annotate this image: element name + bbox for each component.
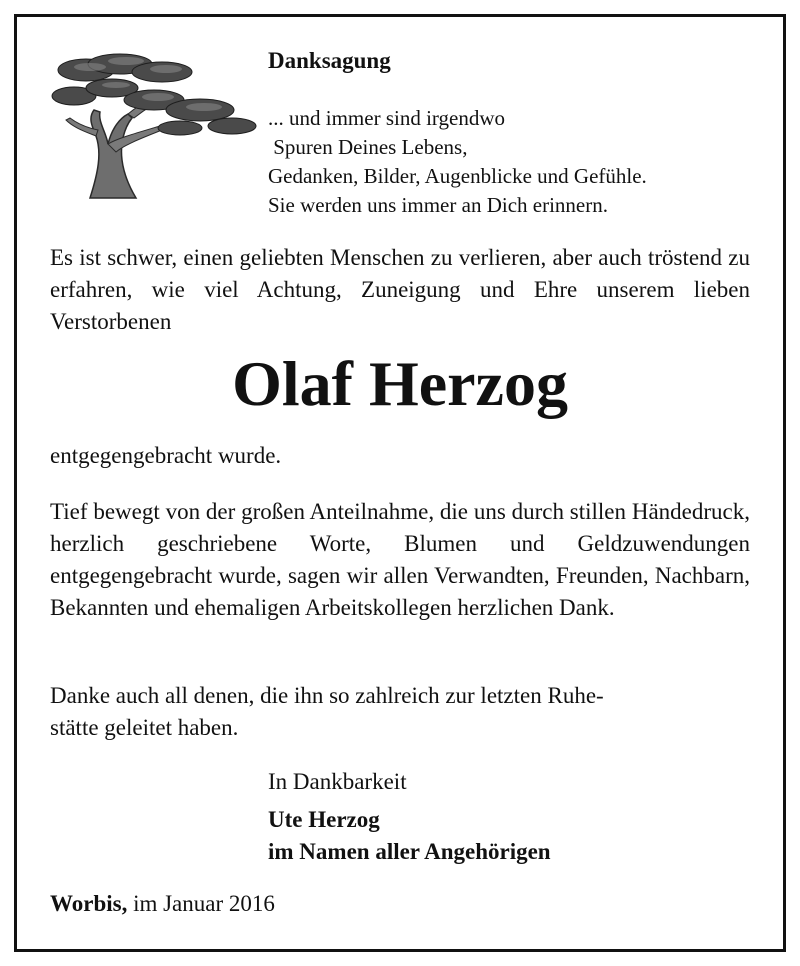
date-text: im Januar 2016 [127,891,275,916]
tree-icon [50,48,260,203]
on-behalf-text: im Namen aller Angehörigen [268,839,551,864]
deceased-name: Olaf Herzog [232,348,568,419]
funeral-line: stätte geleitet haben. [50,715,239,740]
poem-line: Spuren Deines Lebens, [268,135,468,159]
funeral-line: Danke auch all denen, die ihn so zahlreich zur letzten Ruhe- [50,683,604,708]
place-date [50,888,275,920]
closing-text: In Dankbarkeit [268,769,407,794]
poem-line: Gedanken, Bilder, Augenblicke und Gefühle. [268,164,647,188]
place-name: Worbis, [50,891,128,916]
poem-line: ... und immer sind irgendwo [268,106,506,130]
intro-paragraph: Es ist schwer, einen geliebten Menschen zu verlieren, aber auch tröstend zu erfahren, wie viel Achtung, Zuneigung und Ehre unserem lieben Verstorbenen [50,245,750,334]
thanks-paragraph: Tief bewegt von der großen Anteilnahme, die uns durch stillen Händedruck, herzlich geschriebene Worte, Blumen und Geldzuwendungen entgegengebracht wurde, sagen wir allen Verwandten, Freunden, Nachbarn, Bekannten und ehemaligen Arbeitskollegen herzlichen Dank. [50,499,750,620]
poem [268,104,647,220]
after-name-text: entgegengebracht wurde. [50,443,282,468]
poem-line: Sie werden uns immer an Dich erinnern. [268,193,608,217]
heading-danksagung: Danksagung [268,48,391,73]
signer-name: Ute Herzog [268,807,380,832]
